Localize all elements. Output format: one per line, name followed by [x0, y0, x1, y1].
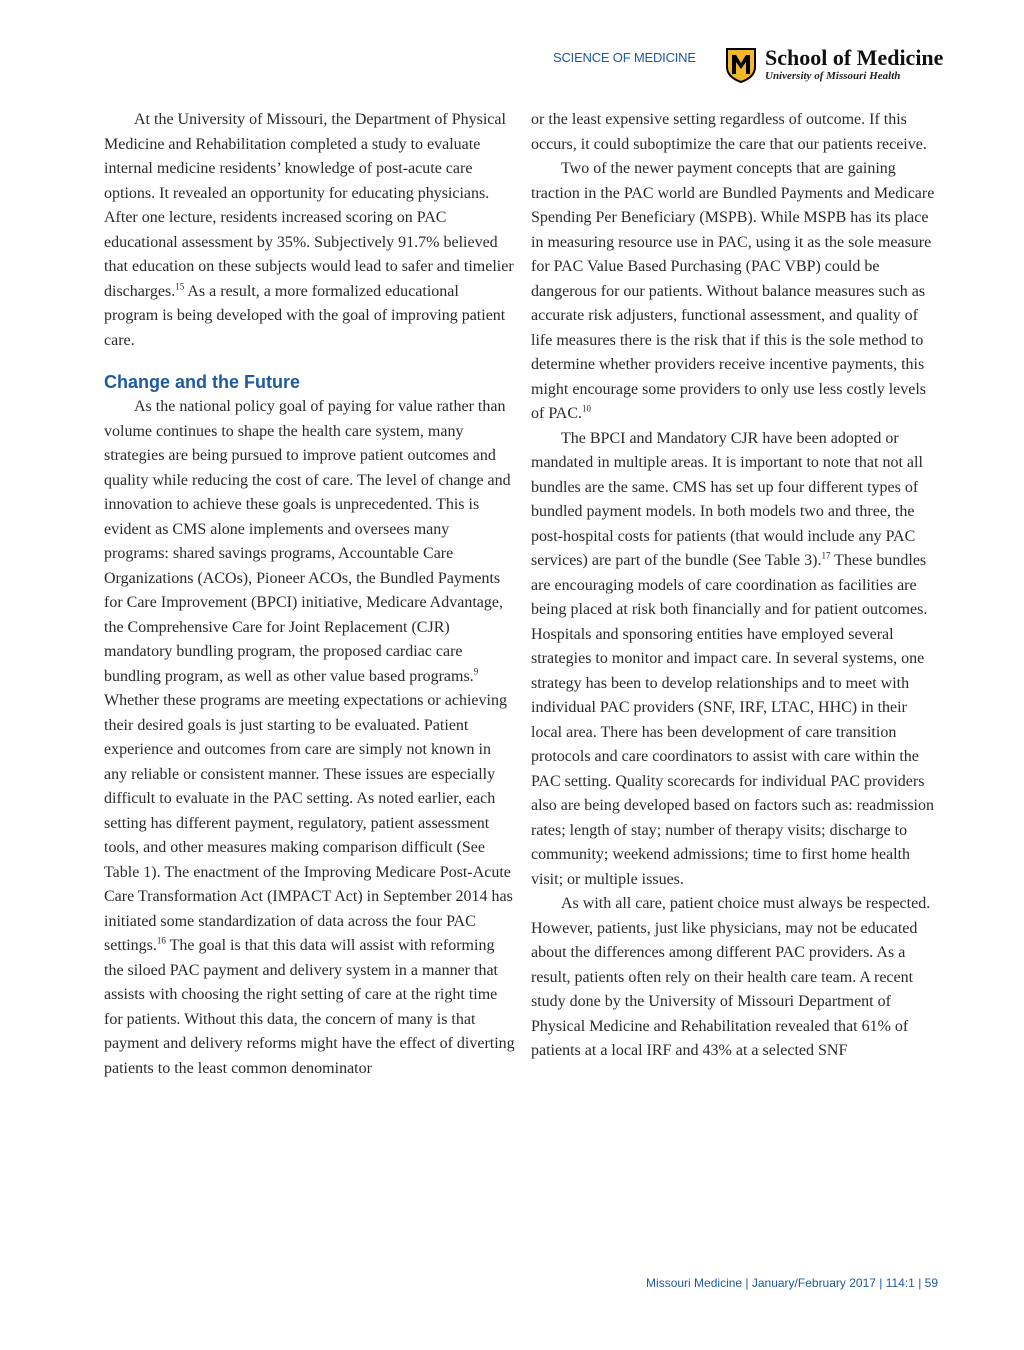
- school-name: School of Medicine: [765, 45, 944, 70]
- school-logo: [725, 45, 945, 85]
- section-label: SCIENCE OF MEDICINE: [553, 50, 696, 65]
- mizzou-shield-icon: [725, 47, 757, 83]
- citation: 17: [821, 550, 831, 561]
- section-heading: Change and the Future: [104, 372, 301, 392]
- citation: 10: [581, 403, 591, 414]
- university-name: University of Missouri Health: [765, 70, 901, 82]
- right-column: [531, 108, 941, 1064]
- left-column: [104, 108, 516, 1081]
- citation: 15: [175, 281, 185, 292]
- paragraph: or the least expensive setting regardless of outcome. If this occurs, it could suboptimize the care that our patients receive.: [531, 111, 927, 153]
- citation: 16: [156, 935, 166, 946]
- paragraph: As the national policy goal of paying for value rather than volume continues to shape the health care system, many strategies are being pursued to improve patient outcomes and quality while reducing the cost of care. The level of change and innovation to achieve these goals is unprecedented. This is evident as CMS alone implements and oversees many programs: shared savings programs, Accountable Care Organizations (ACOs), Pioneer ACOs, the Bundled Payments for Care Improvement (BPCI) initiative, Medicare Advantage, the Comprehensive Care for Joint Replacement (CJR) mandatory bundling program, the proposed cardiac care bundling program, as well as other value based programs.$^9$ Whether these programs are meeting expectations or achieving their desired goals is just starting to be evaluated. Patient experience and outcomes from care are simply not known in any reliable or consistent manner. These issues are especially difficult to evaluate in the PAC setting. As noted earlier, each setting has different payment, regulatory, patient assessment tools, and other measures making comparison difficult (See Table 1). The enactment of the Improving Medicare Post-Acute Care Transformation Act (IMPACT Act) in September 2014 has initiated some standardization of data across the four PAC settings.$^{16}$ The goal is that this data will assist with reforming the siloed PAC payment and delivery system in a manner that assists with choosing the right setting of care at the right time for patients. Without this data, the concern of many is that payment and delivery reforms might have the effect of diverting patients to the least common denominator: [104, 398, 515, 1077]
- page-footer: Missouri Medicine | January/February 2017 | 114:1 | 59: [646, 1276, 938, 1290]
- citation: 9: [473, 666, 479, 677]
- paragraph: As with all care, patient choice must always be respected. However, patients, just like physicians, may not be educated about the differences among different PAC providers. As a result, patients often rely on their health care team. A recent study done by the University of Missouri Department of Physical Medicine and Rehabilitation revealed that 61% of patients at a local IRF and 43% at a selected SNF: [531, 895, 931, 1059]
- paragraph: At the University of Missouri, the Department of Physical Medicine and Rehabilitation completed a study to evaluate internal medicine residents’ knowledge of post-acute care options. It revealed an opportunity for educating physicians. After one lecture, residents increased scoring on PAC educational assessment by 35%. Subjectively 91.7% believed that education on these subjects would lead to safer and timelier discharges.$^{15}$ As a result, a more formalized educational program is being developed with the goal of improving patient care.: [104, 111, 514, 349]
- paragraph: Two of the newer payment concepts that are gaining traction in the PAC world are Bundled Payments and Medicare Spending Per Beneficiary (MSPB). While MSPB has its place in measuring resource use in PAC, using it as the sole measure for PAC Value Based Purchasing (PAC VBP) could be dangerous for our patients. Without balance measures such as accurate risk adjusters, functional assessment, and quality of life measures there is the risk that if this is the sole method to determine whether providers receive incentive payments, this might encourage some providers to only use less costly levels of PAC.$^{10}$: [531, 160, 935, 422]
- paragraph: The BPCI and Mandatory CJR have been adopted or mandated in multiple areas. It is important to note that not all bundles are the same. CMS has set up four different types of bundled payment models. In both models two and three, the post-hospital costs for patients (that would include any PAC services) are part of the bundle (See Table 3).$^{17}$ These bundles are encouraging models of care coordination as facilities are being placed at risk both financially and for patient outcomes. Hospitals and sponsoring entities have employed several strategies to monitor and impact care. In several systems, one strategy has been to develop relationships and to meet with individual PAC providers (SNF, IRF, LTAC, HHC) in their local area. There has been development of care transition protocols and care coordinators to assist with care within the PAC setting. Quality scorecards for individual PAC providers also are being developed based on factors such as: readmission rates; length of stay; number of therapy visits; discharge to community; weekend admissions; time to first home health visit; or multiple issues.: [531, 429, 934, 888]
